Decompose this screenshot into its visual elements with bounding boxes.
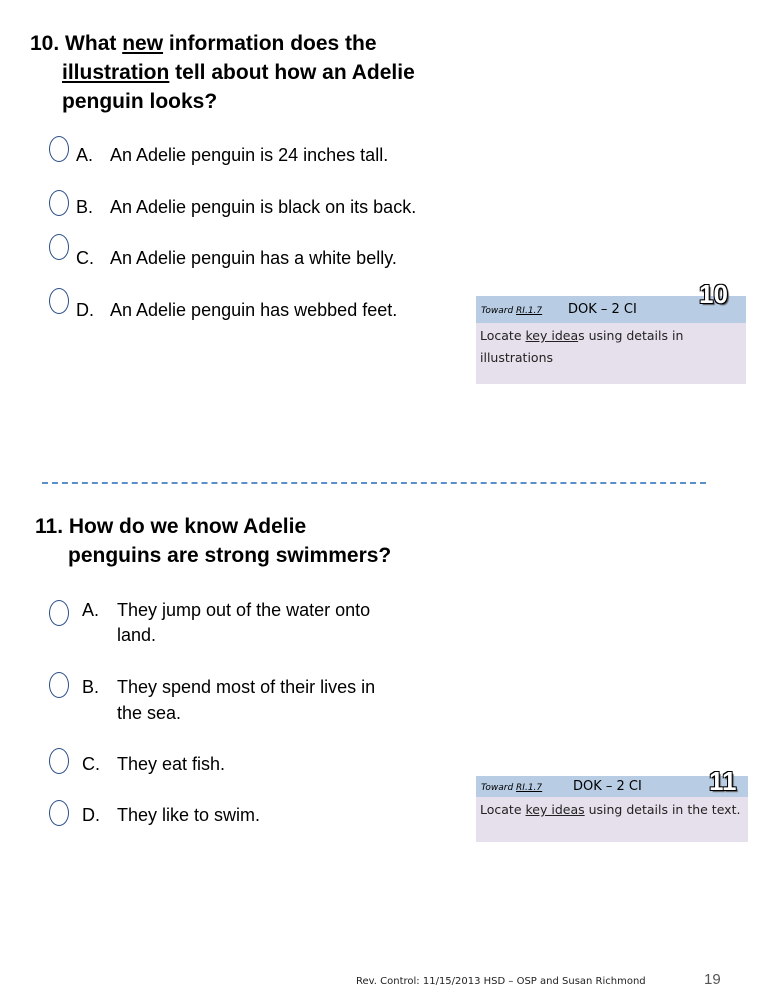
question-10	[30, 29, 490, 116]
option-letter: D.	[76, 300, 94, 320]
question-10-line-3: penguin looks?	[62, 90, 218, 113]
question-10-text-c: tell about how an Adelie	[169, 61, 415, 84]
desc-underlined: key ideas	[525, 802, 585, 817]
question-10-underlined-new: new	[122, 32, 164, 55]
question-11-line-1	[35, 512, 475, 541]
option-text: An Adelie penguin is black on its back.	[110, 197, 417, 217]
section-divider	[42, 482, 706, 484]
option-letter: D.	[82, 805, 100, 825]
option-text: An Adelie penguin has a white belly.	[110, 248, 397, 268]
question-11	[35, 512, 475, 570]
question-10-number: 10.	[30, 32, 60, 55]
question-number-badge-10: 10	[699, 279, 728, 309]
desc-text-b: s using details in illustrations	[480, 328, 684, 365]
option-text-line-1: They like to swim.	[117, 805, 261, 825]
desc-text-a: Locate	[480, 328, 526, 343]
option-text-line-1: They spend most of their lives in	[117, 677, 376, 697]
option-letter: A.	[82, 600, 100, 620]
standard-code: RI.1.7	[516, 783, 543, 793]
option-letter: C.	[76, 248, 94, 268]
question-number-badge-11: 11	[709, 766, 737, 796]
toward-standard	[481, 306, 542, 316]
option-text: An Adelie penguin has webbed feet.	[110, 300, 398, 320]
answer-bubble-10-a[interactable]	[49, 136, 69, 162]
desc-text-a: Locate	[480, 802, 526, 817]
toward-label: Toward	[481, 306, 517, 316]
toward-standard	[481, 783, 542, 793]
question-10-underlined-illustration: illustration	[62, 61, 170, 84]
question-10-text-b: information does the	[163, 32, 377, 55]
standard-description-11	[480, 799, 746, 821]
option-text-line-1: They jump out of the water onto	[117, 600, 371, 620]
question-10-text-a: What	[65, 32, 123, 55]
standard-header-11	[476, 776, 748, 797]
option-letter: B.	[76, 197, 94, 217]
option-letter: C.	[82, 754, 100, 774]
option-text-line-1: They eat fish.	[117, 754, 226, 774]
answer-bubble-10-d[interactable]	[49, 288, 69, 314]
question-11-line-2: penguins are strong swimmers?	[68, 544, 392, 567]
dok-level: DOK – 2 CI	[568, 302, 637, 317]
page-number: 19	[704, 971, 721, 988]
question-10-line-1	[30, 29, 490, 58]
toward-label: Toward	[481, 783, 517, 793]
standard-description-10	[480, 325, 740, 369]
option-text-line-2: the sea.	[117, 703, 182, 723]
standard-code: RI.1.7	[516, 306, 543, 316]
answer-bubble-11-d[interactable]	[49, 800, 69, 826]
dok-level: DOK – 2 CI	[573, 779, 642, 794]
answer-bubble-11-b[interactable]	[49, 672, 69, 698]
desc-underlined: key idea	[525, 328, 579, 343]
question-11-number: 11.	[35, 515, 64, 538]
option-text: An Adelie penguin is 24 inches tall.	[110, 145, 389, 165]
question-10-line-2	[30, 58, 490, 87]
question-11-text-a: How do we know Adelie	[68, 515, 307, 538]
revision-control-footer: Rev. Control: 11/15/2013 HSD – OSP and Susan Richmond	[356, 976, 646, 987]
answer-bubble-10-c[interactable]	[49, 234, 69, 260]
option-letter: B.	[82, 677, 100, 697]
option-text-line-2: land.	[117, 625, 157, 645]
answer-bubble-11-a[interactable]	[49, 600, 69, 626]
answer-bubble-10-b[interactable]	[49, 190, 69, 216]
option-letter: A.	[76, 145, 94, 165]
answer-bubble-11-c[interactable]	[49, 748, 69, 774]
desc-text-b: using details in the text.	[584, 802, 741, 817]
standard-box-11	[476, 776, 748, 842]
